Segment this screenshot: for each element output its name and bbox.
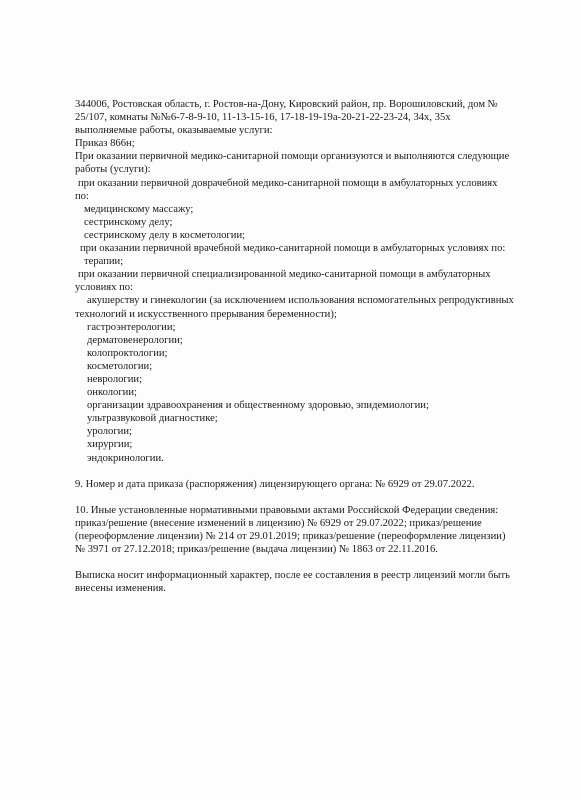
- list-item: хирургии;: [87, 439, 133, 451]
- section-9-order-number: 9. Номер и дата приказа (распоряжения) лицензирующего органа: № 6929 от 29.07.2022.: [75, 478, 475, 490]
- pmsp-intro-line-1: При оказании первичной медико-санитарной помощи организуются и выполняются следующие: [75, 151, 510, 163]
- list-item: сестринскому делу в косметологии;: [84, 229, 246, 241]
- address-line-2: 25/107, комнаты №№6-7-8-9-10, 11-13-15-16, 17-18-19-19а-20-21-22-23-24, 34х, 35х: [75, 112, 451, 124]
- address-line-1: 344006, Ростовская область, г. Ростов-на-Дону, Кировский район, пр. Ворошиловский, дом №: [75, 99, 498, 110]
- list-item: колопроктологии;: [87, 347, 168, 359]
- spacer: [75, 491, 525, 504]
- spacer: [75, 556, 525, 569]
- list-item: сестринскому делу;: [84, 216, 173, 228]
- section-10-line-2: приказ/решение (внесение изменений в лицензию) № 6929 от 29.07.2022; приказ/решение: [75, 517, 482, 529]
- list-item: эндокринологии.: [87, 452, 164, 464]
- list-item: дерматовенерологии;: [87, 334, 183, 346]
- specialized-heading-line-2: условиях по:: [75, 282, 133, 294]
- pre-doctor-heading-line-1: при оказании первичной доврачебной медико-санитарной помощи в амбулаторных условиях: [78, 177, 498, 189]
- list-item: организации здравоохранения и общественному здоровью, эпидемиологии;: [87, 400, 429, 412]
- doctor-heading: при оказании первичной врачебной медико-санитарной помощи в амбулаторных условиях по:: [80, 243, 506, 255]
- obstetrics-line-1: акушерству и гинекологии (за исключением использования вспомогательных репродуктивных: [87, 295, 514, 307]
- document-body: [75, 98, 525, 595]
- list-item: косметологии;: [87, 360, 153, 372]
- list-item: неврологии;: [87, 373, 143, 385]
- works-intro: выполняемые работы, оказываемые услуги:: [75, 125, 273, 137]
- list-item: урологии;: [87, 426, 132, 438]
- section-10-line-4: № 3971 от 27.12.2018; приказ/решение (выдача лицензии) № 1863 от 22.11.2016.: [75, 544, 438, 555]
- order-reference: Приказ 866н;: [75, 138, 135, 150]
- list-item: онкологии;: [87, 387, 137, 399]
- list-item: гастроэнтерологии;: [87, 321, 176, 333]
- section-10-line-1: 10. Иные установленные нормативными правовыми актами Российской Федерации сведения:: [75, 504, 499, 516]
- specialized-heading-line-1: при оказании первичной специализированной медико-санитарной помощи в амбулаторных: [78, 269, 491, 281]
- disclaimer-line-1: Выписка носит информационный характер, после ее составления в реестр лицензий могли быть: [75, 570, 510, 582]
- disclaimer-line-2: внесены изменения.: [75, 583, 166, 595]
- spacer: [75, 465, 525, 478]
- obstetrics-line-2: технологий и искусственного прерывания беременности);: [75, 308, 337, 320]
- list-item: терапии;: [84, 256, 124, 268]
- section-10-line-3: (переоформление лицензии) № 214 от 29.01.2019; приказ/решение (переоформление лицензии): [75, 530, 506, 542]
- pmsp-intro-line-2: работы (услуги):: [75, 164, 151, 176]
- list-item: медицинскому массажу;: [84, 203, 194, 215]
- pre-doctor-heading-line-2: по:: [75, 190, 89, 202]
- list-item: ультразвуковой диагностике;: [87, 413, 218, 425]
